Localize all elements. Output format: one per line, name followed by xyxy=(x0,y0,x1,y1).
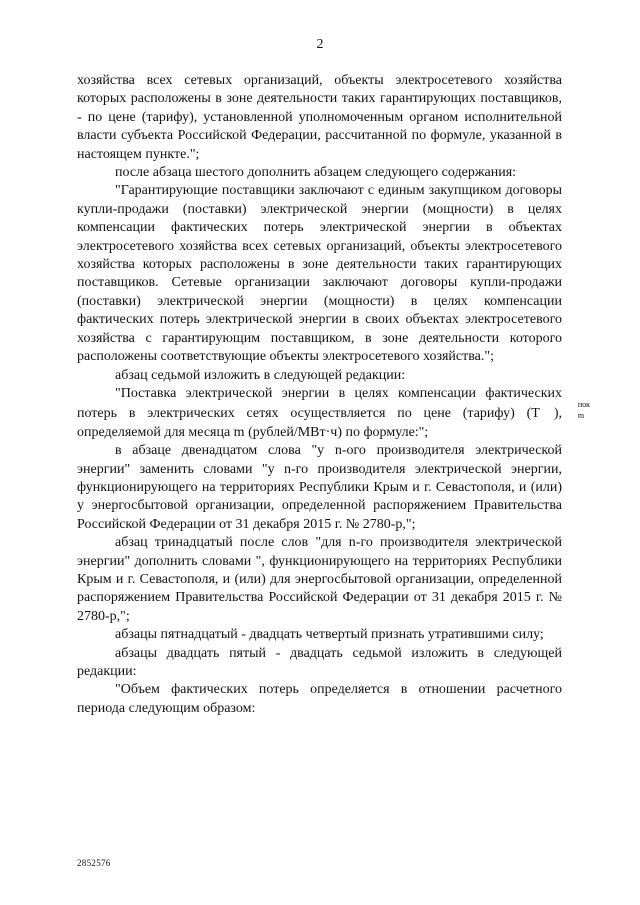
paragraph: после абзаца шестого дополнить абзацем следующего содержания: xyxy=(115,165,517,181)
formula-subscript: m xyxy=(577,411,585,421)
paragraph: абзацы двадцать пятый - двадцать седьмой изложить в следующей редакции: xyxy=(77,645,562,679)
formula-superscript: пок xyxy=(577,400,590,410)
page-number: 2 xyxy=(316,37,324,52)
paragraph: абзац тринадцатый после слов "для n-го производителя электрической энергии" дополнить словами ", функционирующего на территориях Республики Крым и г. Севастополя, и (или) для энергосбытовой организации, определенной распоряжением Правительства Российской Федерации от 31 декабря 2015 г. № 2780-р,"; xyxy=(77,535,562,624)
paragraph: "Объем фактических потерь определяется в отношении расчетного периода следующим образом: xyxy=(77,682,562,716)
paragraph: "Гарантирующие поставщики заключают с единым закупщиком договоры купли-продажи (поставки) электрической энергии (мощности) в целях компенсации фактических потерь электрической энергии в объектах электросетевого хозяйства всех сетевых организаций, объекты электросетевого хозяйства которых расположены в зоне деятельности таких гарантирующих поставщиков. Сетевые организации заключают договоры купли-продажи (поставки) электрической энергии (мощности) в целях компенсации фактических потерь электрической энергии в своих объектах электросетевого хозяйства с гарантирующим поставщиком, в зоне деятельности которого расположены соответствующие объекты электросетевого хозяйства."; xyxy=(77,183,562,365)
paragraph-with-formula xyxy=(77,385,590,442)
formula-text-after: ), определяемой для месяца m (рублей/МВт·ч) по формуле:"; xyxy=(77,406,562,440)
formula-text-before: "Поставка электрической энергии в целях компенсации фактических потерь в электрических сетях осуществляется по цене (тарифу) (T xyxy=(77,385,562,422)
paragraph: хозяйства всех сетевых организаций, объекты электросетевого хозяйства которых расположены в зоне деятельности таких гарантирующих поставщиков, - по цене (тарифу), установленной уполномоченным органом исполнительной власти субъекта Российской Федерации, рассчитанной по формуле, указанной в настоящем пункте."; xyxy=(77,73,562,162)
paragraph: абзац седьмой изложить в следующей редакции: xyxy=(115,367,406,383)
document-id: 2852576 xyxy=(77,858,111,868)
paragraph: в абзаце двенадцатом слова "у n-ого производителя электрической энергии" заменить словами "у n-го производителя электрической энергии, функционирующего на территориях Республики Крым и г. Севастополя, и (или) у энергосбытовой организации, определенной распоряжением Правительства Российской Федерации от 31 декабря 2015 г. № 2780-р,"; xyxy=(77,443,562,532)
paragraph: абзацы пятнадцатый - двадцать четвертый признать утратившими силу; xyxy=(115,627,544,643)
tariff-formula-symbol xyxy=(540,400,590,421)
document-body xyxy=(77,72,590,718)
